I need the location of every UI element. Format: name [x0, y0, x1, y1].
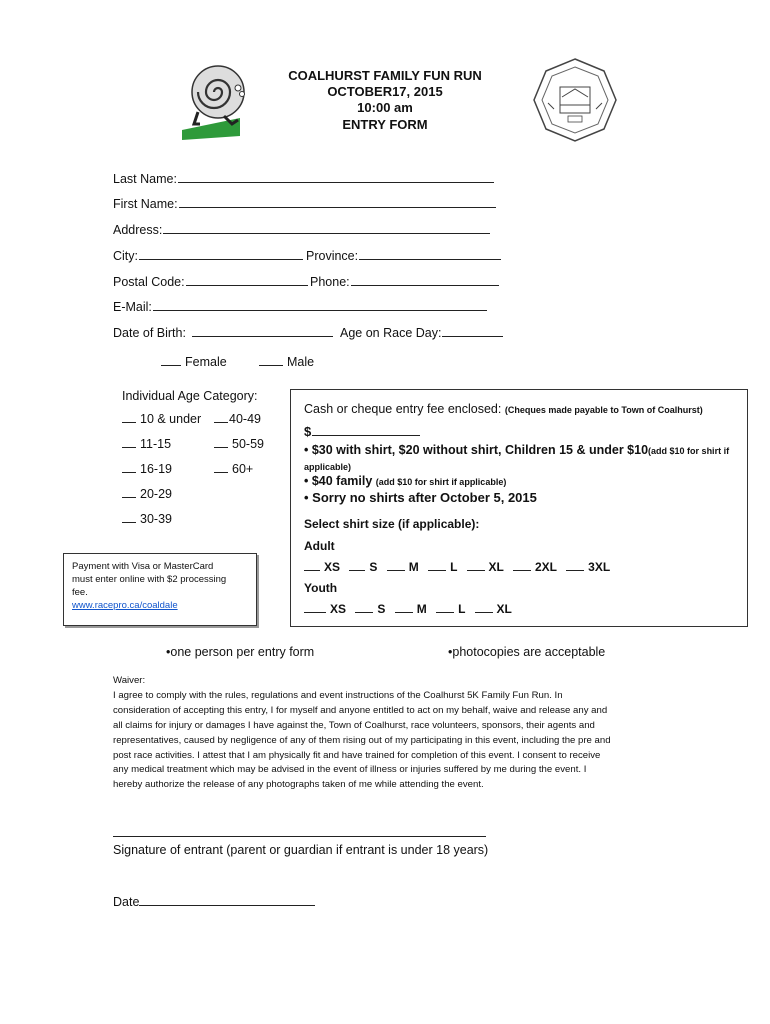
size-option[interactable]: 2XL: [535, 560, 557, 574]
size-option[interactable]: S: [369, 560, 378, 574]
form-title: COALHURST FAMILY FUN RUN: [288, 68, 482, 83]
size-option[interactable]: XS: [324, 560, 341, 574]
age-option[interactable]: 16-19: [122, 462, 172, 476]
postal-code-field[interactable]: Postal Code:: [113, 273, 308, 289]
fee-option-shirt: • $30 with shirt, $20 without shirt, Children 15 & under $10(add $10 for shirt if applicable): [304, 443, 730, 472]
phone-field[interactable]: Phone:: [310, 273, 499, 289]
waiver-text: Waiver: I agree to comply with the rules, regulations and event instructions of the Coalhurst 5K Family Fun Run. In consideration of accepting this entry, I for myself and anyone entitled to act on my behalf, waive and release any and all claims for injury or damages I have against the, Town of Coalhurst, race volunteers, sponsors, their agents and representatives, caused by negligence of any of them rising out of my participating in this event, including the pre and post race activities. I attest that I am physically fit and have trained for completion of this event. I consent to receive any medical treatment which may be advised in the event of illness or injuries suffered by me during the event. I hereby authorize the release of any photographs taken of me while attending the event.: [113, 675, 611, 791]
size-option[interactable]: XS: [330, 602, 347, 616]
fee-option-family: • $40 family (add $10 for shirt if applicable): [304, 474, 507, 488]
race-time: 10:00 am: [357, 100, 413, 115]
date-field[interactable]: Date: [113, 893, 315, 909]
age-category-label: Individual Age Category:: [122, 389, 258, 403]
photocopies-note: •photocopies are acceptable: [448, 645, 606, 659]
adult-label: Adult: [304, 539, 335, 553]
shirt-size-label: Select shirt size (if applicable):: [304, 517, 480, 531]
signature-line[interactable]: [113, 836, 486, 837]
no-shirts-notice: • Sorry no shirts after October 5, 2015: [304, 490, 537, 505]
racepro-link[interactable]: www.racepro.ca/coaldale: [72, 600, 178, 611]
youth-label: Youth: [304, 581, 338, 595]
size-option[interactable]: M: [408, 560, 419, 574]
size-option[interactable]: XL: [496, 602, 512, 616]
one-person-note: •one person per entry form: [166, 645, 315, 659]
signature-label: Signature of entrant (parent or guardian if entrant is under 18 years): [113, 843, 489, 857]
address-field[interactable]: Address:: [113, 221, 490, 237]
age-option[interactable]: 10 & under: [122, 412, 201, 426]
size-option[interactable]: M: [416, 602, 427, 616]
town-seal-logo: [532, 57, 618, 143]
age-option[interactable]: 40-49: [214, 412, 261, 426]
size-option[interactable]: 3XL: [588, 560, 611, 574]
age-option[interactable]: 11-15: [122, 437, 171, 451]
form-subtitle: ENTRY FORM: [342, 117, 428, 132]
age-option[interactable]: 20-29: [122, 487, 172, 501]
province-field[interactable]: Province:: [306, 247, 501, 263]
date-of-birth-field[interactable]: Date of Birth:: [113, 324, 333, 340]
age-option[interactable]: 60+: [214, 462, 253, 476]
email-field[interactable]: E-Mail:: [113, 298, 487, 314]
race-date: OCTOBER17, 2015: [327, 84, 443, 99]
size-option[interactable]: S: [377, 602, 386, 616]
youth-size-options: [304, 602, 512, 616]
female-option[interactable]: Female: [161, 355, 227, 369]
age-option[interactable]: 50-59: [214, 437, 264, 451]
entry-fee-box: [290, 389, 748, 627]
fee-amount-field[interactable]: $: [304, 424, 420, 439]
size-option[interactable]: L: [458, 602, 466, 616]
first-name-field[interactable]: First Name:: [113, 195, 496, 211]
adult-size-options: [304, 560, 610, 574]
city-field[interactable]: City:: [113, 247, 303, 263]
last-name-field[interactable]: Last Name:: [113, 170, 494, 186]
online-payment-note: Payment with Visa or MasterCard must enter online with $2 processing fee. www.racepro.ca/coaldale: [63, 553, 257, 626]
male-option[interactable]: Male: [259, 355, 314, 369]
age-option[interactable]: 30-39: [122, 512, 172, 526]
size-option[interactable]: L: [450, 560, 458, 574]
fee-heading: Cash or cheque entry fee enclosed: (Cheques made payable to Town of Coalhurst): [304, 402, 703, 416]
age-on-race-day-field[interactable]: Age on Race Day:: [340, 324, 503, 340]
size-option[interactable]: XL: [488, 560, 504, 574]
